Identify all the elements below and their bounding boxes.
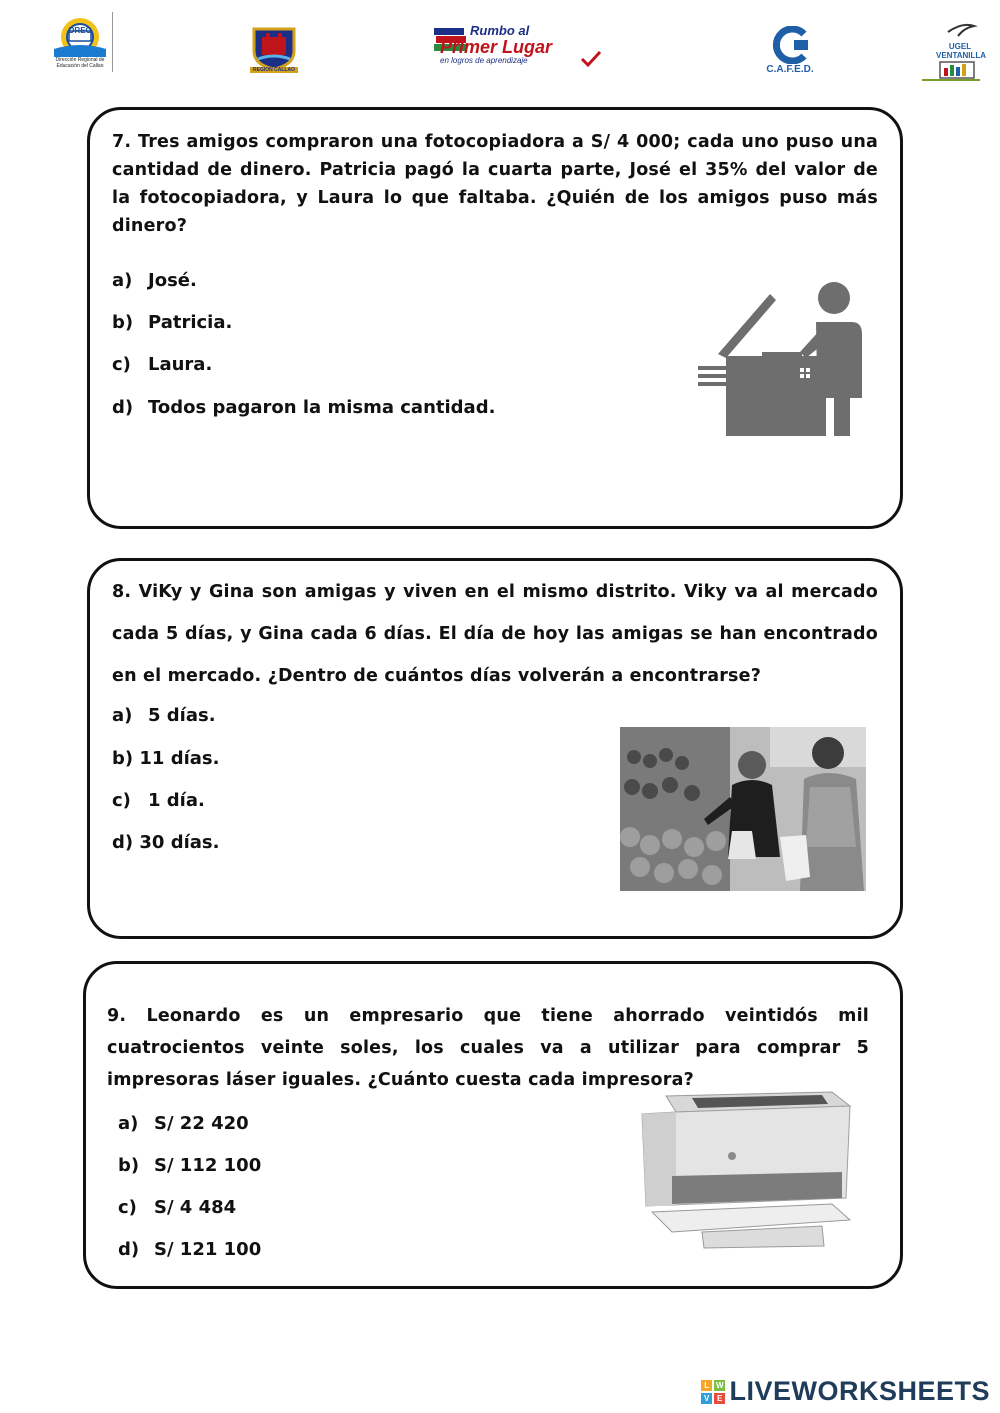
rumbo-line1: Rumbo al xyxy=(470,23,530,38)
hp-logo-icon xyxy=(728,1152,736,1160)
question-8-text: 8. ViKy y Gina son amigas y viven en el mismo distrito. Viky va al mercado cada 5 días, y Gina cada 6 días. El día de hoy las amigas se han encontrado en el mercado. ¿Dentro de cuántos días volverán a encontrarse? xyxy=(112,582,878,686)
q7-option-a[interactable]: a) José. xyxy=(112,270,197,291)
rumbo-logo xyxy=(432,24,602,74)
drec-logo xyxy=(44,10,116,72)
q9-option-b[interactable]: b) S/ 112 100 xyxy=(118,1155,262,1176)
q7-option-b[interactable]: b) Patricia. xyxy=(112,312,233,333)
q8-option-c[interactable]: c) 1 día. xyxy=(112,790,205,811)
rumbo-line3: en logros de aprendizaje xyxy=(440,56,528,65)
q7-option-d[interactable]: d) Todos pagaron la misma cantidad. xyxy=(112,397,496,418)
q7-option-c[interactable]: c) Laura. xyxy=(112,354,213,375)
q9-option-c[interactable]: c) S/ 4 484 xyxy=(118,1197,237,1218)
ugel-text: UGEL VENTANILLA xyxy=(936,42,987,60)
region-callao-text: REGION CALLAO xyxy=(250,67,298,73)
liveworksheets-mark-icon: L W V E xyxy=(701,1380,725,1404)
market-photo xyxy=(620,727,866,891)
q8-option-b[interactable]: b) 11 días. xyxy=(112,748,220,769)
q8-option-a[interactable]: a) 5 días. xyxy=(112,705,216,726)
question-7-text: 7. Tres amigos compraron una fotocopiadora a S/ 4 000; cada uno puso una cantidad de dinero. Patricia pagó la cuarta parte, José el 35% del valor de la fotocopiadora, y Laura lo que faltaba. ¿Quién de los amigos puso más dinero? xyxy=(112,132,878,236)
rumbo-line2: Primer Lugar xyxy=(440,37,553,57)
callao-shield-icon xyxy=(248,25,300,71)
liveworksheets-brand[interactable] xyxy=(701,1376,990,1407)
q9-option-a[interactable]: a) S/ 22 420 xyxy=(118,1113,249,1134)
cafed-c-icon xyxy=(768,26,812,64)
drec-caption: Dirección Regional de Educación del Callao xyxy=(55,57,105,69)
q9-option-d[interactable]: d) S/ 121 100 xyxy=(118,1239,262,1260)
ugel-logo xyxy=(918,18,987,84)
checkmark-icon xyxy=(580,50,602,68)
drec-sun-icon xyxy=(50,13,110,57)
region-callao-logo xyxy=(246,20,302,78)
drec-badge: DREC xyxy=(68,26,92,35)
q8-option-d[interactable]: d) 30 días. xyxy=(112,832,220,853)
liveworksheets-text: LIVEWORKSHEETS xyxy=(729,1376,990,1406)
photocopier-person-icon xyxy=(690,278,870,440)
question-9-text: 9. Leonardo es un empresario que tiene ahorrado veintidós mil cuatrocientos veinte soles, los cuales va a utilizar para comprar 5 impresoras láser iguales. ¿Cuánto cuesta cada impresora? xyxy=(107,1006,869,1090)
cafed-logo xyxy=(746,22,834,78)
cafed-text: C.A.F.E.D. xyxy=(766,63,814,75)
laser-printer-photo xyxy=(632,1086,854,1250)
header-divider xyxy=(112,12,113,72)
